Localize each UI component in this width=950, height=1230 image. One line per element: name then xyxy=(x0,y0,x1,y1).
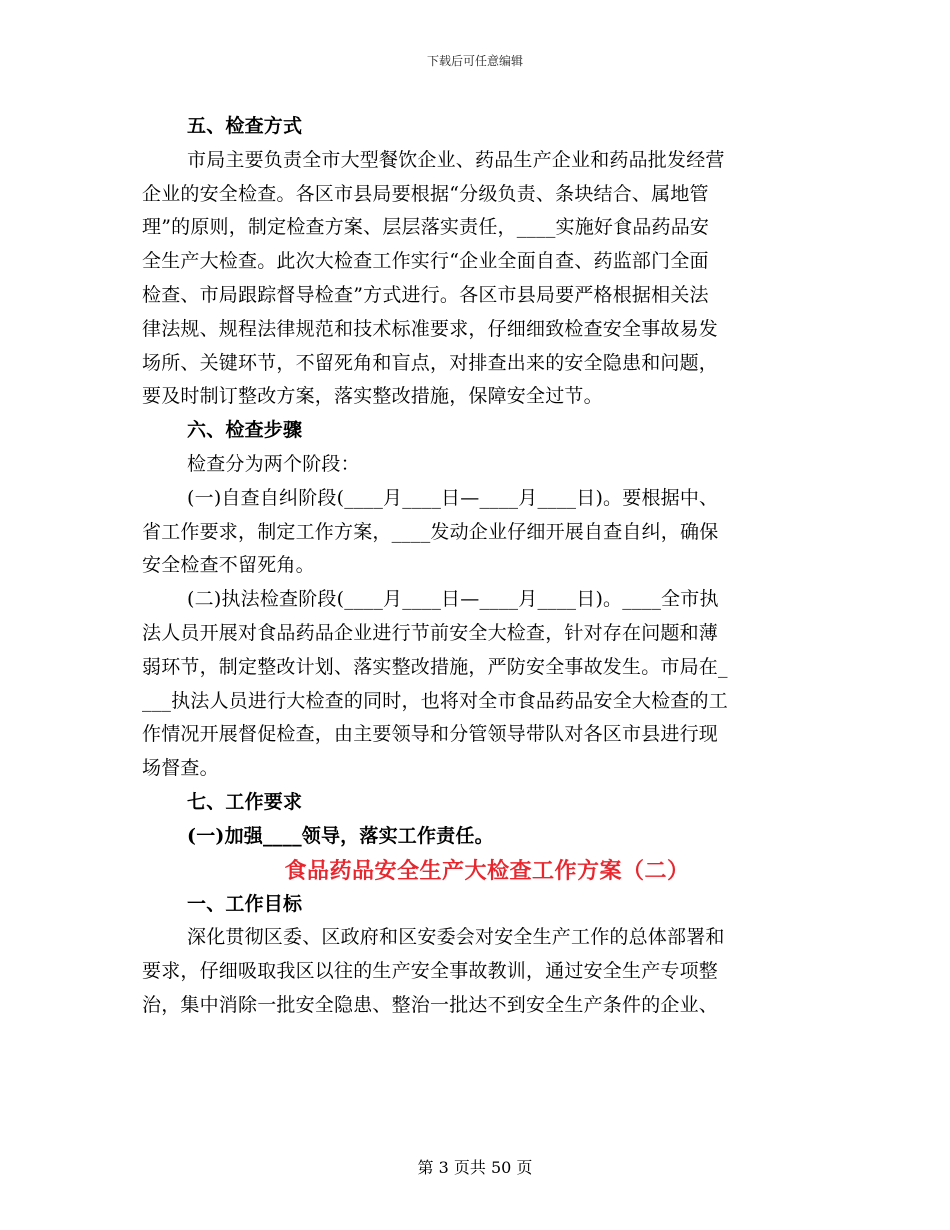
paragraph-line: 检查、市局跟踪督导检查”方式进行。各区市县局要严格根据相关法 xyxy=(142,283,709,306)
section-heading: 六、检查步骤 xyxy=(187,419,303,442)
paragraph-line: 弱环节，制定整改计划、落实整改措施，严防安全事故发生。市局在_ xyxy=(142,655,728,678)
section-heading: 七、工作要求 xyxy=(187,790,303,813)
paragraph-line: 律法规、规程法律规范和技术标准要求，仔细细致检查安全事故易发 xyxy=(142,317,719,340)
paragraph-line: 理”的原则，制定检查方案、层层落实责任，____实施好食品药品安 xyxy=(142,216,710,239)
paragraph-line: 深化贯彻区委、区政府和区安委会对安全生产工作的总体部署和 xyxy=(187,926,725,949)
paragraph-line: (二)执法检查阶段(____月____日—____月____日)。____全市执 xyxy=(187,588,719,611)
paragraph-line: ___执法人员进行大检查的同时，也将对全市食品药品安全大检查的工 xyxy=(142,689,728,712)
paragraph-line: 要求，仔细吸取我区以往的生产安全事故教训，通过安全生产专项整 xyxy=(142,960,719,983)
paragraph-line: 全生产大检查。此次大检查工作实行“企业全面自查、药监部门全面 xyxy=(142,250,709,273)
paragraph-line: (一)自查自纠阶段(____月____日—____月____日)。要根据中、 xyxy=(187,486,719,509)
paragraph-line: 场督查。 xyxy=(142,757,219,780)
paragraph-line: 场所、关键环节，不留死角和盲点，对排查出来的安全隐患和问题， xyxy=(142,351,719,374)
paragraph-line: 作情况开展督促检查，由主要领导和分管领导带队对各区市县进行现 xyxy=(142,723,719,746)
paragraph-line: 企业的安全检查。各区市县局要根据“分级负责、条块结合、属地管 xyxy=(142,182,709,205)
paragraph-line: 省工作要求，制定工作方案，____发动企业仔细开展自查自纠，确保 xyxy=(142,520,719,543)
paragraph-line: 要及时制订整改方案，落实整改措施，保障安全过节。 xyxy=(142,385,603,408)
paragraph-line: 安全检查不留死角。 xyxy=(142,554,315,577)
section-heading: (一)加强____领导，落实工作责任。 xyxy=(187,824,494,847)
page-footer: 第 3 页共 50 页 xyxy=(417,1158,533,1177)
paragraph-line: 治，集中消除一批安全隐患、整治一批达不到安全生产条件的企业、 xyxy=(142,993,719,1016)
paragraph-line: 市局主要负责全市大型餐饮企业、药品生产企业和药品批发经营 xyxy=(187,148,725,171)
paragraph-line: 检查分为两个阶段： xyxy=(187,452,360,475)
paragraph-line: 法人员开展对食品药品企业进行节前安全大检查，针对存在问题和薄 xyxy=(142,621,719,644)
section-heading: 一、工作目标 xyxy=(187,892,303,915)
page-header: 下载后可任意编辑 xyxy=(426,54,523,68)
section-heading: 五、检查方式 xyxy=(187,115,303,137)
document-body xyxy=(142,110,808,1023)
section-title-red: 食品药品安全生产大检查工作方案（二） xyxy=(284,857,690,884)
